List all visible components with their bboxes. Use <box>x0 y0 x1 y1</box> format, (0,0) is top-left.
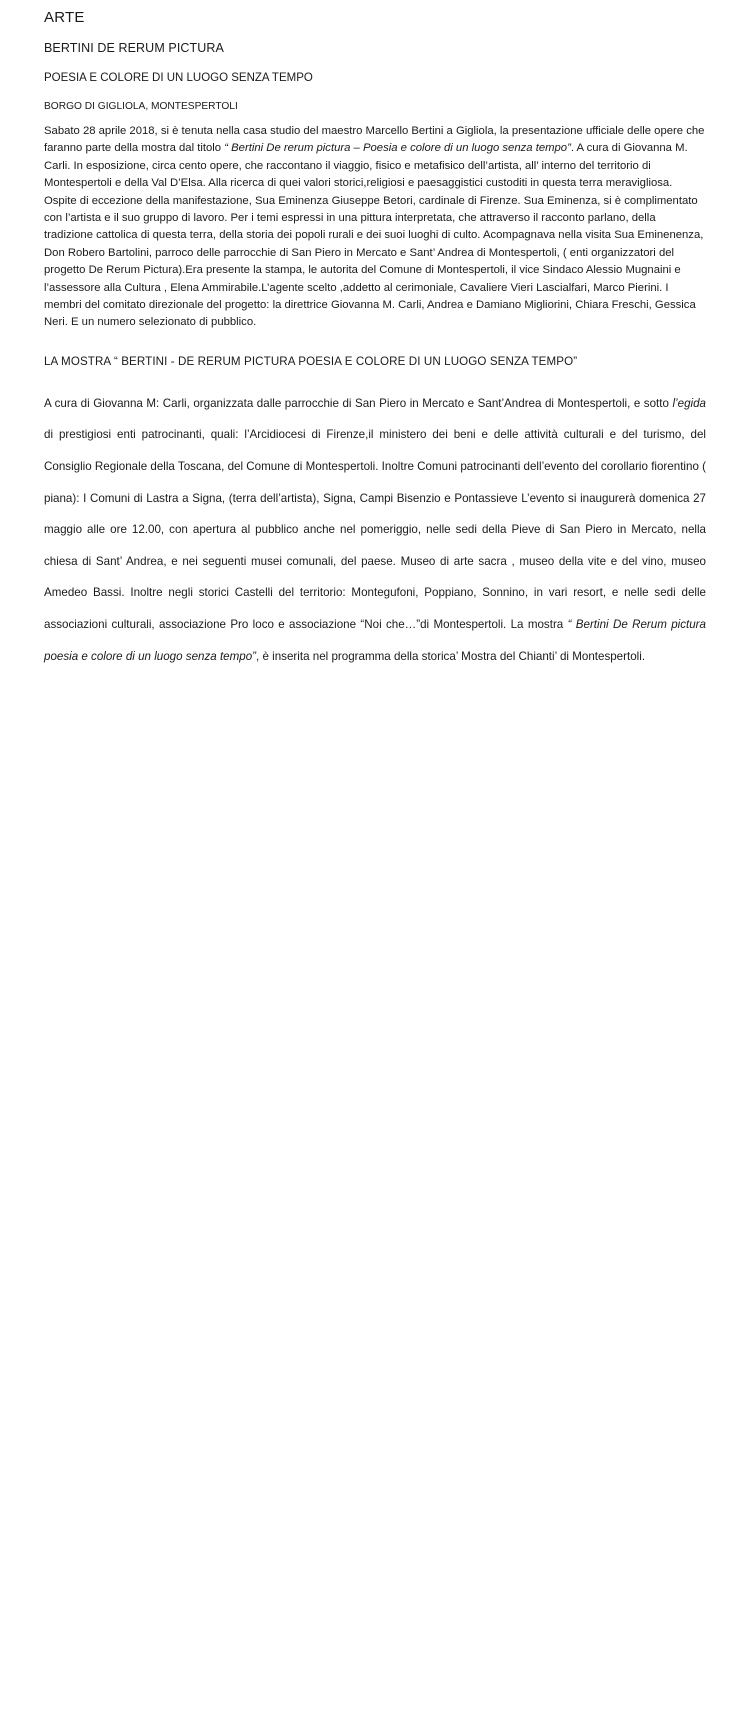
intro-text-part1: Sabato 28 aprile 2018, si è tenuta nella casa studio del maestro Marcello Bertini a Gigliola, la presentazione ufficiale delle opere che faranno parte della mostra dal titolo <box>44 125 705 155</box>
exhibition-title-italic: “ Bertini De Rerum pictura poesia e colore di un luogo senza tempo” <box>44 618 706 663</box>
exhibition-paragraph <box>44 388 706 672</box>
exhibition-heading: LA MOSTRA “ BERTINI - DE RERUM PICTURA POESIA E COLORE DI UN LUOGO SENZA TEMPO” <box>44 354 578 368</box>
article-subheadline: POESIA E COLORE DI UN LUOGO SENZA TEMPO <box>44 72 313 84</box>
intro-paragraph <box>44 123 706 332</box>
exhibition-text-part1: A cura di Giovanna M: Carli, organizzata dalle parrocchie di San Piero in Mercato e Sant’Andrea di Montespertoli, e sotto <box>44 396 673 410</box>
article-headline: BERTINI DE RERUM PICTURA <box>44 41 224 55</box>
intro-exhibition-title: “ Bertini De rerum pictura – Poesia e colore di un luogo senza tempo” <box>224 142 571 155</box>
exhibition-text-part3: , è inserita nel programma della storica’ Mostra del Chianti’ di Montespertoli. <box>256 649 646 663</box>
section-label: ARTE <box>44 9 85 26</box>
exhibition-egida: l’egida <box>672 396 706 410</box>
article-location: BORGO DI GIGLIOLA, MONTESPERTOLI <box>44 101 238 112</box>
exhibition-text-part2: di prestigiosi enti patrocinanti, quali: l’Arcidiocesi di Firenze,il ministero dei beni e delle attività culturali e del turismo, del Consiglio Regionale della Toscana, del Comune di Montespertoli. Inoltre Comuni patrocinanti dell’evento del corollario fiorentino ( piana): I Comuni di Lastra a Signa, (terra dell’artista), Signa, Campi Bisenzio e Pontassieve L’evento si inaugurerà domenica 27 maggio alle ore 12.00, con apertura al pubblico anche nel pomeriggio, nelle sedi della Pieve di San Piero in Mercato, nella chiesa di Sant’ Andrea, e nei seguenti musei comunali, del paese. Museo di arte sacra , museo della vite e del vino, museo Amedeo Bassi. Inoltre negli storici Castelli del territorio: Montegufoni, Poppiano, Sonnino, in vari resort, e nelle sedi delle associazioni culturali, associazione Pro loco e associazione “Noi che…”di Montespertoli. La mostra <box>44 428 706 632</box>
intro-text-part2: . A cura di Giovanna M. Carli. In esposizione, circa cento opere, che raccontano il viaggio, fisico e metafisico dell’artista, all’ interno del territorio di Montespertoli e della Val D’Elsa. Alla ricerca di quei valori storici,religiosi e paesaggistici custoditi in questa terra meravigliosa. Ospite di eccezione della manifestazione, Sua Eminenza Giuseppe Betori, cardinale di Firenze. Sua Eminenza, si è complimentato con l’artista e il suo gruppo di lavoro. Per i temi espressi in una pittura interpretata, che attraverso il racconto parlano, della tradizione cattolica di questa terra, della storia dei popoli rurali e dei suoi luoghi di culto. Acompagnava nella visita Sua Eminenenza, Don Robero Bartolini, parroco delle parrocchie di San Piero in Mercato e Sant’ Andrea di Montespertoli, ( enti organizzatori del progetto De Rerum Pictura).Era presente la stampa, le autorita del Comune di Montespertoli, il vice Sindaco Alessio Mugnaini e l’assessore alla Cultura , Elena Ammirabile.L’agente scelto ,addetto al cerimoniale, Cavaliere Vieri Lascialfari, Marco Pierini. I membri del comitato direzionale del progetto: la direttrice Giovanna M. Carli, Andrea e Damiano Migliorini, Chiara Freschi, Gessica Neri. E un numero selezionato di pubblico. <box>44 142 704 329</box>
